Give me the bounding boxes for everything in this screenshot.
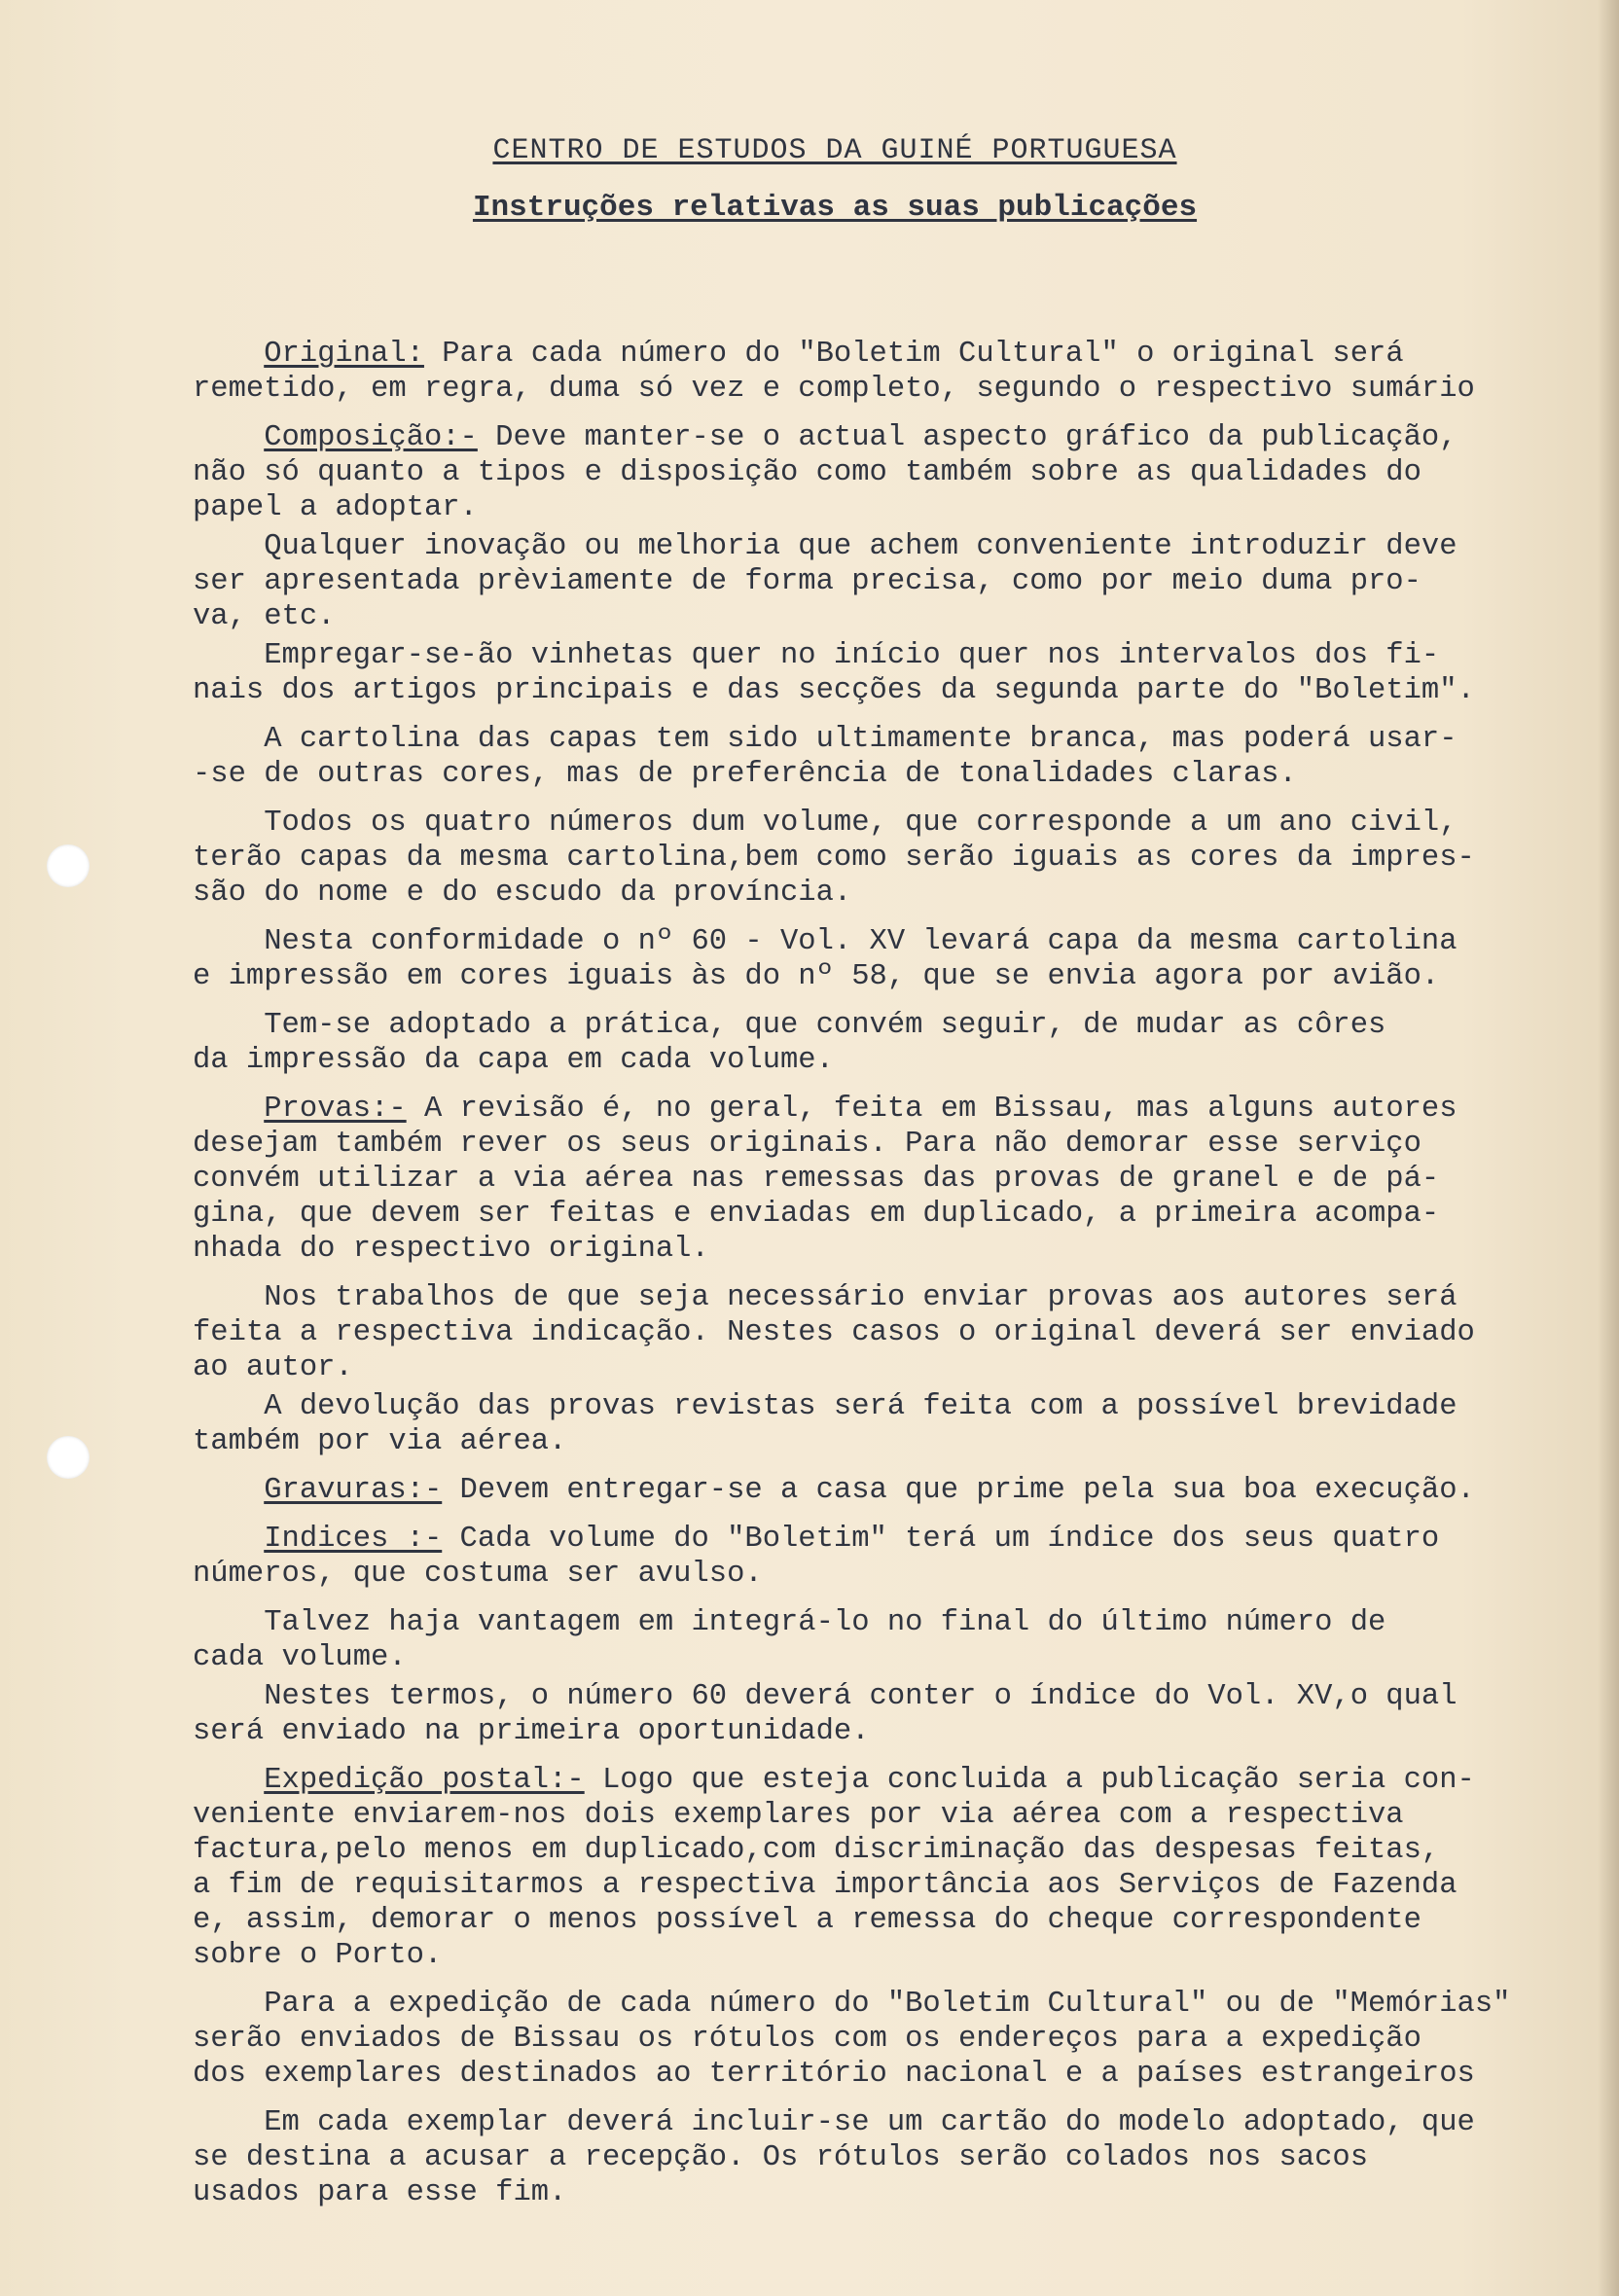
paragraph-line: A cartolina das capas tem sido ultimamente branca, mas poderá usar- bbox=[193, 723, 1457, 756]
paragraph-line: Talvez haja vantagem em integrá-lo no final do último número de bbox=[193, 1606, 1386, 1639]
paragraph-line: Empregar-se-ão vinhetas quer no início quer nos intervalos dos fi- bbox=[193, 639, 1440, 672]
paragraph-line: ao autor. bbox=[193, 1351, 353, 1384]
paragraph-line: será enviado na primeira oportunidade. bbox=[193, 1715, 870, 1748]
paragraph-line: convém utilizar a via aérea nas remessas das provas de granel e de pá- bbox=[193, 1163, 1440, 1196]
paragraph-line: não só quanto a tipos e disposição como também sobre as qualidades do bbox=[193, 456, 1421, 489]
paragraph-line: Todos os quatro números dum volume, que corresponde a um ano civil, bbox=[193, 807, 1457, 840]
paragraph-line: desejam também rever os seus originais. Para não demorar esse serviço bbox=[193, 1128, 1421, 1161]
paragraph-line: cada volume. bbox=[193, 1641, 407, 1674]
paragraph-line: serão enviados de Bissau os rótulos com os endereços para a expedição bbox=[193, 2023, 1421, 2056]
paragraph-line: Composição:- Deve manter-se o actual aspecto gráfico da publicação, bbox=[264, 421, 1457, 454]
paragraph-line: Para a expedição de cada número do "Boletim Cultural" ou de "Memórias" bbox=[193, 1988, 1511, 2021]
paragraph-line: e, assim, demorar o menos possível a remessa do cheque correspondente bbox=[193, 1904, 1421, 1937]
paragraph-line: números, que costuma ser avulso. bbox=[193, 1558, 763, 1591]
paragraph-line: factura,pelo menos em duplicado,com discriminação das despesas feitas, bbox=[193, 1834, 1440, 1867]
paragraph-line: se destina a acusar a recepção. Os rótulos serão colados nos sacos bbox=[193, 2141, 1368, 2174]
paragraph-line: papel a adoptar. bbox=[193, 491, 478, 524]
paragraph-line: são do nome e do escudo da província. bbox=[193, 877, 852, 910]
document-body bbox=[193, 337, 1599, 2210]
paragraph-line: veniente enviarem-nos dois exemplares por via aérea com a respectiva bbox=[193, 1799, 1404, 1832]
paragraph-line: também por via aérea. bbox=[193, 1425, 567, 1458]
paragraph-line: nais dos artigos principais e das secções da segunda parte do "Boletim". bbox=[193, 674, 1475, 707]
paragraph-line: Gravuras:- Devem entregar-se a casa que prime pela sua boa execução. bbox=[264, 1474, 1475, 1507]
section-heading: Original: bbox=[264, 338, 424, 371]
paragraph-line: -se de outras cores, mas de preferência de tonalidades claras. bbox=[193, 758, 1297, 791]
paragraph-line: Expedição postal:- Logo que esteja concluida a publicação seria con- bbox=[264, 1764, 1475, 1797]
document-header bbox=[0, 134, 1619, 225]
paragraph-line: dos exemplares destinados ao território nacional e a países estrangeiros bbox=[193, 2058, 1475, 2091]
paragraph-line: A devolução das provas revistas será feita com a possível brevidade bbox=[193, 1390, 1457, 1423]
section-heading: Gravuras:- bbox=[264, 1474, 443, 1507]
paragraph-line: Indices :- Cada volume do "Boletim" terá um índice dos seus quatro bbox=[264, 1523, 1440, 1556]
paragraph-line: a fim de requisitarmos a respectiva importância aos Serviços de Fazenda bbox=[193, 1869, 1457, 1902]
paragraph-line: Original: Para cada número do "Boletim Cultural" o original será bbox=[264, 338, 1404, 371]
paragraph-line: ser apresentada prèviamente de forma precisa, como por meio duma pro- bbox=[193, 565, 1421, 598]
paragraph-line: terão capas da mesma cartolina,bem como serão iguais as cores da impres- bbox=[193, 842, 1475, 875]
paragraph-line: Qualquer inovação ou melhoria que achem conveniente introduzir deve bbox=[193, 530, 1457, 563]
section-heading: Provas:- bbox=[264, 1093, 407, 1126]
document-title: CENTRO DE ESTUDOS DA GUINÉ PORTUGUESA bbox=[492, 134, 1177, 167]
paragraph-line: Nesta conformidade o nº 60 - Vol. XV levará capa da mesma cartolina bbox=[193, 925, 1457, 958]
paragraph-line: da impressão da capa em cada volume. bbox=[193, 1044, 834, 1077]
section-heading: Expedição postal:- bbox=[264, 1764, 585, 1797]
paragraph-line: nhada do respectivo original. bbox=[193, 1233, 709, 1266]
document-subtitle: Instruções relativas as suas publicações bbox=[472, 191, 1198, 225]
paragraph-line: e impressão em cores iguais às do nº 58, que se envia agora por avião. bbox=[193, 960, 1440, 993]
section-heading: Indices :- bbox=[264, 1523, 443, 1556]
paragraph-line: Provas:- A revisão é, no geral, feita em Bissau, mas alguns autores bbox=[264, 1093, 1457, 1126]
section-heading: Composição:- bbox=[264, 421, 478, 454]
punch-hole-top bbox=[47, 844, 90, 887]
paragraph-line: remetido, em regra, duma só vez e completo, segundo o respectivo sumário bbox=[193, 373, 1475, 406]
paragraph-line: gina, que devem ser feitas e enviadas em duplicado, a primeira acompa- bbox=[193, 1198, 1440, 1231]
paragraph-line: usados para esse fim. bbox=[193, 2176, 567, 2209]
paragraph-line: Em cada exemplar deverá incluir-se um cartão do modelo adoptado, que bbox=[193, 2106, 1475, 2139]
paragraph-line: Nos trabalhos de que seja necessário enviar provas aos autores será bbox=[193, 1281, 1457, 1314]
punch-hole-bottom bbox=[47, 1436, 90, 1479]
paragraph-line: feita a respectiva indicação. Nestes casos o original deverá ser enviado bbox=[193, 1316, 1475, 1349]
page-edge-shadow bbox=[1598, 0, 1619, 2296]
paragraph-line: va, etc. bbox=[193, 600, 336, 633]
paragraph-line: Tem-se adoptado a prática, que convém seguir, de mudar as côres bbox=[193, 1009, 1386, 1042]
paragraph-line: Nestes termos, o número 60 deverá conter o índice do Vol. XV,o qual bbox=[193, 1680, 1457, 1713]
paragraph-line: sobre o Porto. bbox=[193, 1939, 443, 1972]
